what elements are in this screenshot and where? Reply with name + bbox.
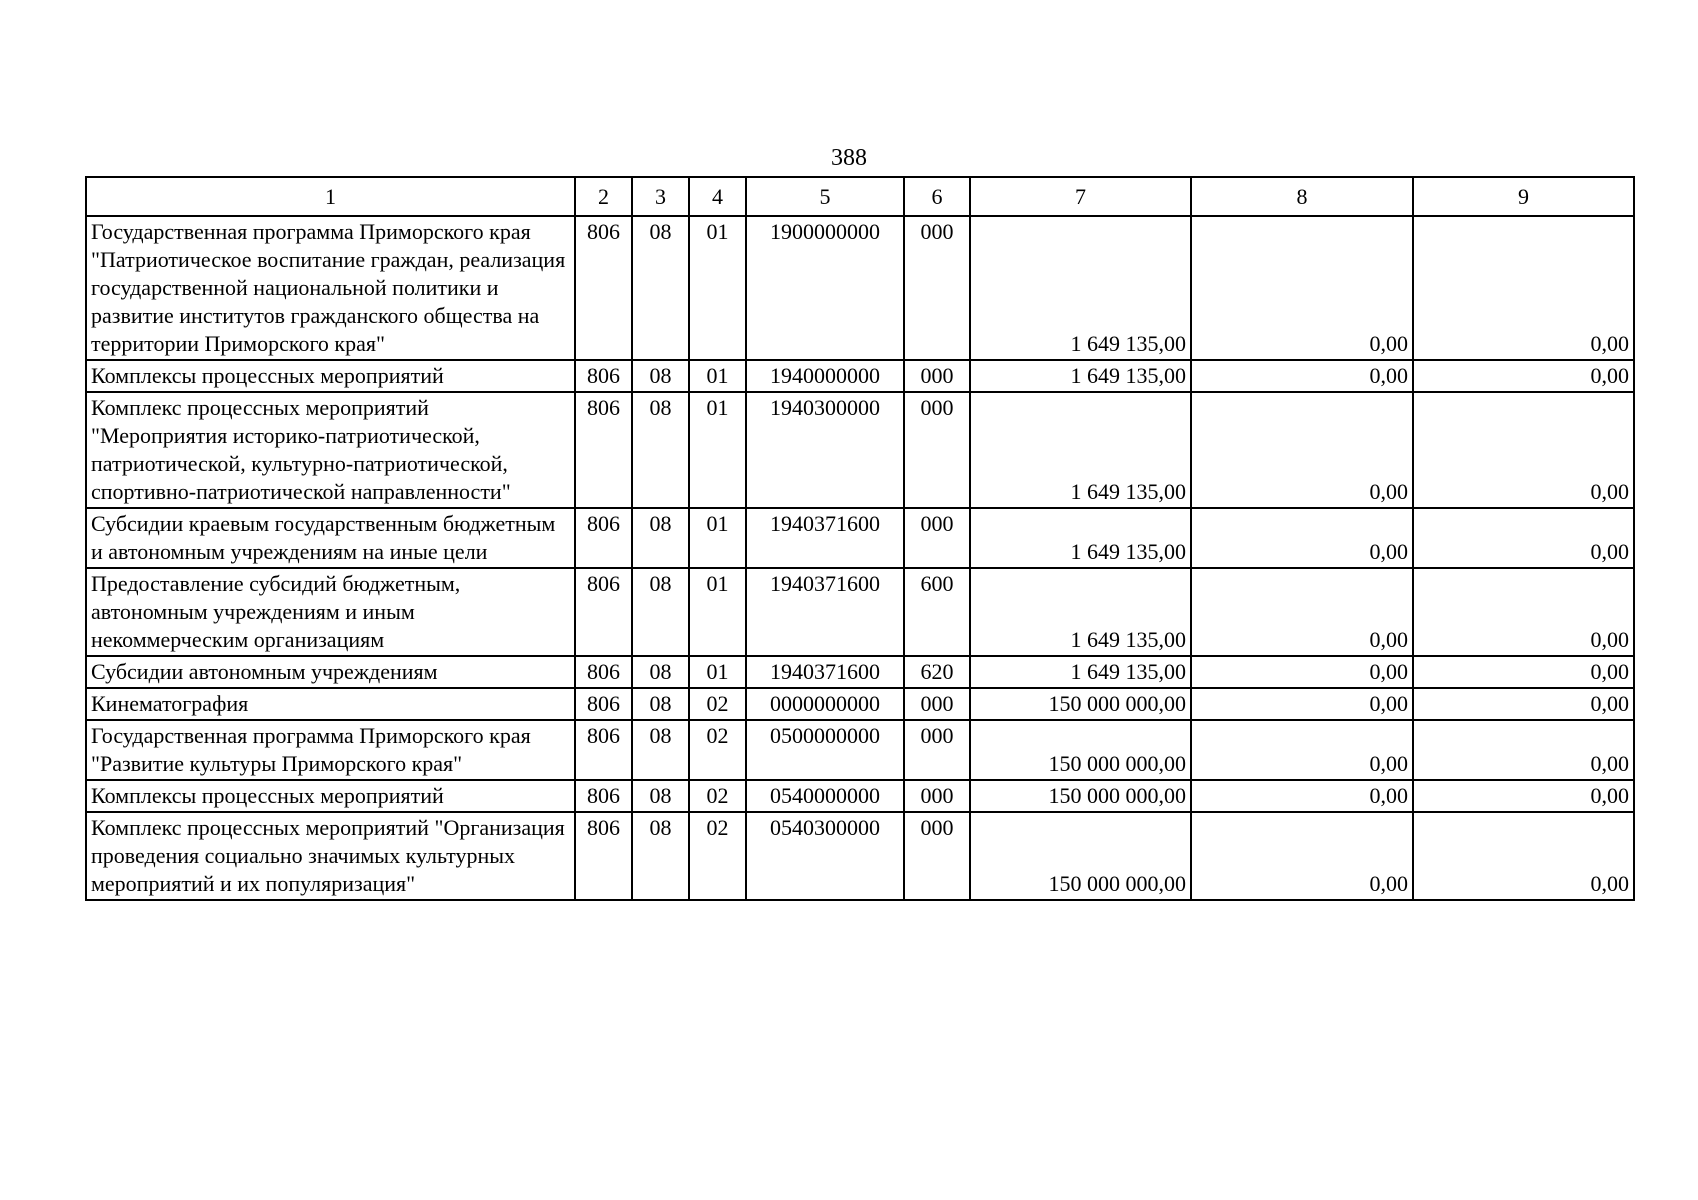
header-col-6: 6 — [904, 177, 970, 216]
table-row — [86, 720, 1634, 780]
row-amount-9: 0,00 — [1413, 508, 1634, 568]
row-amount-7: 150 000 000,00 — [970, 780, 1191, 812]
row-admin-code: 806 — [575, 508, 632, 568]
row-admin-code: 806 — [575, 360, 632, 392]
row-expense-type: 000 — [904, 360, 970, 392]
row-target-code: 0500000000 — [746, 720, 904, 780]
row-section: 08 — [632, 216, 689, 360]
row-name: Субсидии автономным учреждениям — [86, 656, 575, 688]
row-amount-7: 1 649 135,00 — [970, 656, 1191, 688]
row-admin-code: 806 — [575, 392, 632, 508]
table-row — [86, 568, 1634, 656]
table-row — [86, 216, 1634, 360]
page-number: 388 — [831, 145, 867, 171]
row-expense-type: 620 — [904, 656, 970, 688]
row-section: 08 — [632, 812, 689, 900]
header-col-8: 8 — [1191, 177, 1413, 216]
row-amount-8: 0,00 — [1191, 688, 1413, 720]
row-admin-code: 806 — [575, 216, 632, 360]
row-name: Комплексы процессных мероприятий — [86, 780, 575, 812]
header-col-5: 5 — [746, 177, 904, 216]
row-expense-type: 000 — [904, 780, 970, 812]
budget-table — [85, 176, 1635, 901]
row-expense-type: 000 — [904, 688, 970, 720]
row-subsection: 01 — [689, 568, 746, 656]
row-expense-type: 000 — [904, 216, 970, 360]
header-col-7: 7 — [970, 177, 1191, 216]
table-row — [86, 392, 1634, 508]
row-amount-9: 0,00 — [1413, 568, 1634, 656]
row-subsection: 02 — [689, 812, 746, 900]
row-amount-7: 1 649 135,00 — [970, 568, 1191, 656]
row-amount-9: 0,00 — [1413, 216, 1634, 360]
row-amount-8: 0,00 — [1191, 812, 1413, 900]
table-row — [86, 508, 1634, 568]
row-section: 08 — [632, 780, 689, 812]
table-row — [86, 780, 1634, 812]
row-amount-7: 1 649 135,00 — [970, 360, 1191, 392]
row-amount-8: 0,00 — [1191, 780, 1413, 812]
row-section: 08 — [632, 656, 689, 688]
row-target-code: 1940371600 — [746, 508, 904, 568]
row-amount-8: 0,00 — [1191, 360, 1413, 392]
row-subsection: 02 — [689, 688, 746, 720]
row-name: Кинематография — [86, 688, 575, 720]
row-section: 08 — [632, 360, 689, 392]
row-target-code: 0540300000 — [746, 812, 904, 900]
row-section: 08 — [632, 720, 689, 780]
row-target-code: 0540000000 — [746, 780, 904, 812]
row-amount-8: 0,00 — [1191, 720, 1413, 780]
row-amount-8: 0,00 — [1191, 508, 1413, 568]
row-subsection: 02 — [689, 780, 746, 812]
row-amount-9: 0,00 — [1413, 392, 1634, 508]
header-col-9: 9 — [1413, 177, 1634, 216]
row-target-code: 1940300000 — [746, 392, 904, 508]
row-expense-type: 000 — [904, 508, 970, 568]
row-amount-9: 0,00 — [1413, 812, 1634, 900]
row-amount-7: 150 000 000,00 — [970, 720, 1191, 780]
row-subsection: 01 — [689, 508, 746, 568]
header-col-1: 1 — [86, 177, 575, 216]
row-amount-7: 1 649 135,00 — [970, 216, 1191, 360]
header-col-2: 2 — [575, 177, 632, 216]
row-target-code: 1940000000 — [746, 360, 904, 392]
row-admin-code: 806 — [575, 720, 632, 780]
row-amount-8: 0,00 — [1191, 656, 1413, 688]
row-amount-9: 0,00 — [1413, 688, 1634, 720]
row-name: Государственная программа Приморского края "Развитие культуры Приморского края" — [86, 720, 575, 780]
table-row — [86, 688, 1634, 720]
row-subsection: 01 — [689, 656, 746, 688]
table-row — [86, 656, 1634, 688]
row-section: 08 — [632, 392, 689, 508]
row-amount-8: 0,00 — [1191, 392, 1413, 508]
row-section: 08 — [632, 508, 689, 568]
row-amount-7: 1 649 135,00 — [970, 508, 1191, 568]
row-name: Субсидии краевым государственным бюджетным и автономным учреждениям на иные цели — [86, 508, 575, 568]
row-admin-code: 806 — [575, 656, 632, 688]
row-name: Комплексы процессных мероприятий — [86, 360, 575, 392]
row-expense-type: 000 — [904, 720, 970, 780]
row-target-code: 1940371600 — [746, 656, 904, 688]
row-subsection: 02 — [689, 720, 746, 780]
row-admin-code: 806 — [575, 780, 632, 812]
row-amount-9: 0,00 — [1413, 656, 1634, 688]
row-target-code: 0000000000 — [746, 688, 904, 720]
row-amount-8: 0,00 — [1191, 568, 1413, 656]
row-name: Комплекс процессных мероприятий "Организация проведения социально значимых культурных мероприятий и их популяризация" — [86, 812, 575, 900]
row-amount-9: 0,00 — [1413, 780, 1634, 812]
row-amount-7: 150 000 000,00 — [970, 812, 1191, 900]
row-expense-type: 000 — [904, 392, 970, 508]
row-subsection: 01 — [689, 392, 746, 508]
row-admin-code: 806 — [575, 812, 632, 900]
row-subsection: 01 — [689, 216, 746, 360]
row-amount-9: 0,00 — [1413, 720, 1634, 780]
row-amount-7: 1 649 135,00 — [970, 392, 1191, 508]
row-section: 08 — [632, 688, 689, 720]
row-section: 08 — [632, 568, 689, 656]
row-admin-code: 806 — [575, 688, 632, 720]
row-subsection: 01 — [689, 360, 746, 392]
table-row — [86, 360, 1634, 392]
row-amount-9: 0,00 — [1413, 360, 1634, 392]
row-admin-code: 806 — [575, 568, 632, 656]
row-target-code: 1900000000 — [746, 216, 904, 360]
header-row — [86, 177, 1634, 216]
header-col-4: 4 — [689, 177, 746, 216]
row-name: Предоставление субсидий бюджетным, автономным учреждениям и иным некоммерческим организациям — [86, 568, 575, 656]
row-target-code: 1940371600 — [746, 568, 904, 656]
row-name: Комплекс процессных мероприятий "Мероприятия историко-патриотической, патриотической, культурно-патриотической, спортивно-патриотической направленности" — [86, 392, 575, 508]
row-amount-8: 0,00 — [1191, 216, 1413, 360]
row-expense-type: 000 — [904, 812, 970, 900]
row-amount-7: 150 000 000,00 — [970, 688, 1191, 720]
row-name: Государственная программа Приморского края "Патриотическое воспитание граждан, реализация государственной национальной политики и развитие институтов гражданского общества на территории Приморского края" — [86, 216, 575, 360]
table-row — [86, 812, 1634, 900]
header-col-3: 3 — [632, 177, 689, 216]
row-expense-type: 600 — [904, 568, 970, 656]
